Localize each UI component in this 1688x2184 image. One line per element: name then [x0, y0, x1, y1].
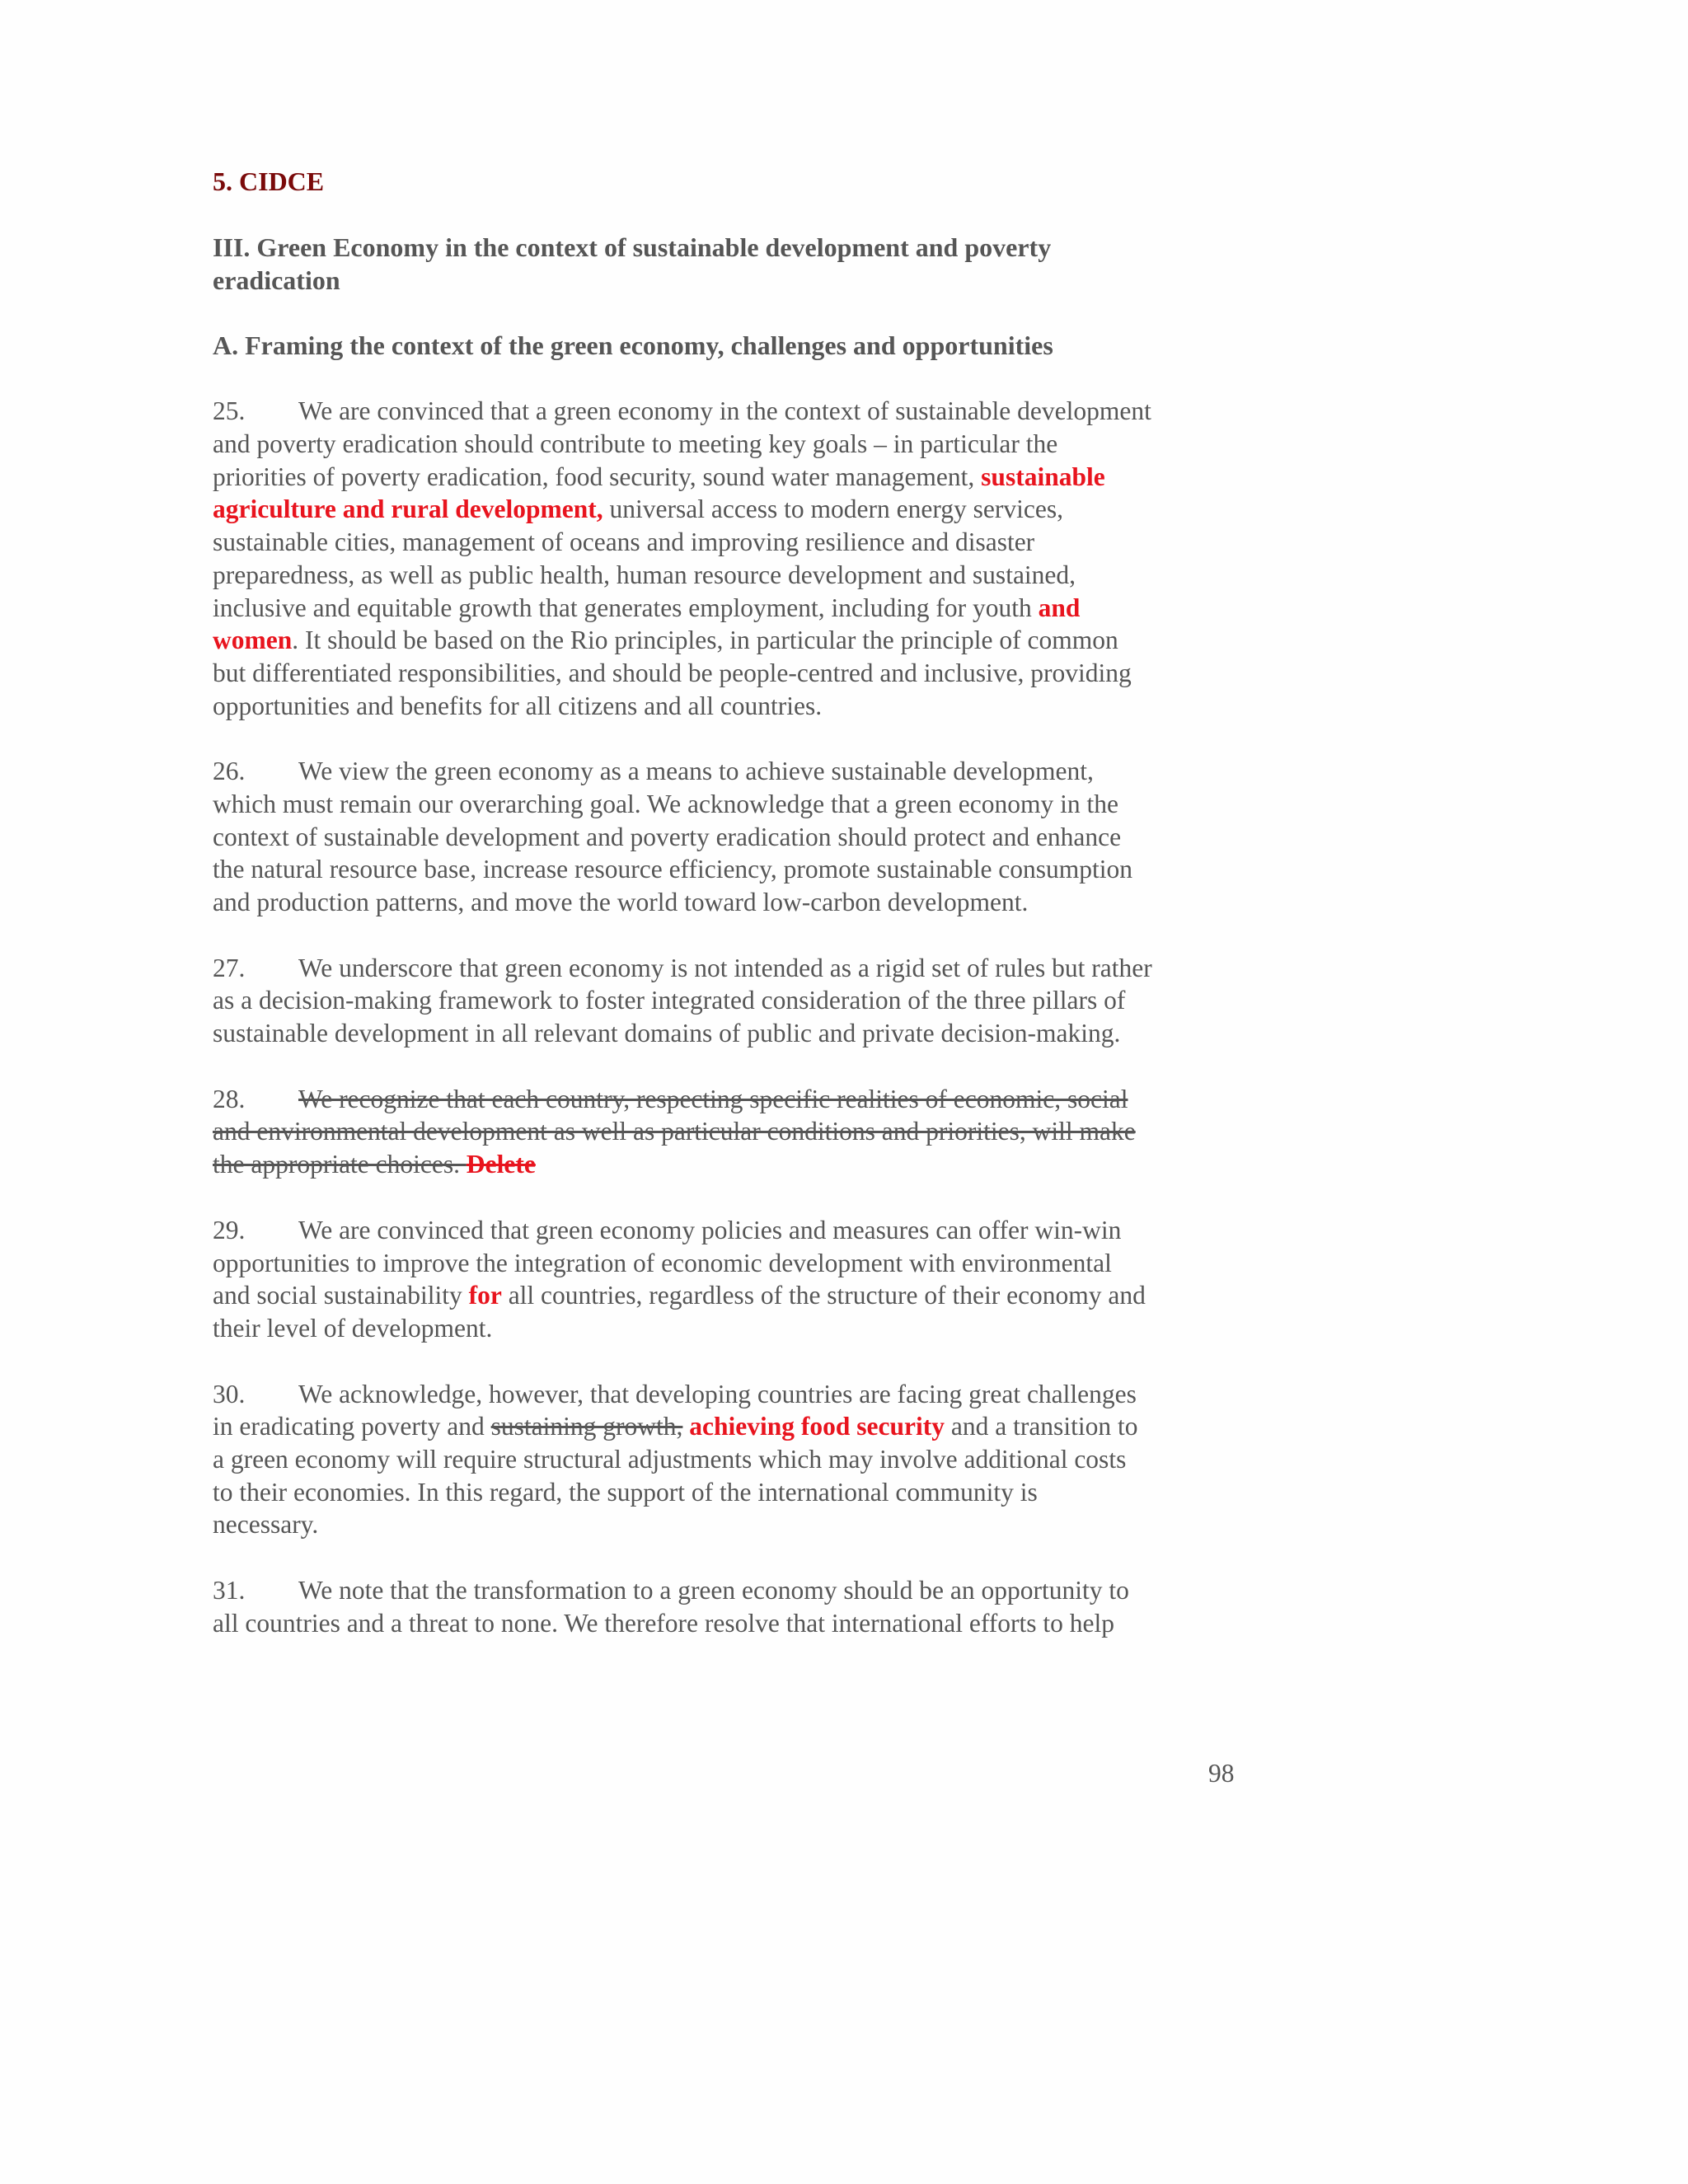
- paragraph-text: universal access to modern energy services,: [603, 494, 1063, 524]
- page-number: 98: [1208, 1759, 1235, 1788]
- paragraph-text: We are convinced that green economy policies and measures can offer win-win: [298, 1215, 1122, 1244]
- paragraph-text: a green economy will require structural adjustments which may involve additional costs: [213, 1444, 1127, 1474]
- paragraph-31: [213, 1574, 1240, 1639]
- paragraph-text: We view the green economy as a means to achieve sustainable development,: [298, 757, 1094, 786]
- paragraph-text: sustainable cities, management of oceans and improving resilience and disaster: [213, 527, 1035, 557]
- paragraph-text: We note that the transformation to a green economy should be an opportunity to: [298, 1576, 1129, 1605]
- paragraph-text: necessary.: [213, 1510, 319, 1540]
- deleted-text: We recognize that each country, respecting specific realities of economic, social: [298, 1084, 1128, 1113]
- paragraph-text: priorities of poverty eradication, food security, sound water management,: [213, 462, 982, 491]
- inserted-text: achieving food security: [689, 1412, 945, 1441]
- paragraph-text: the natural resource base, increase resource efficiency, promote sustainable consumption: [213, 855, 1133, 884]
- paragraph-text: preparedness, as well as public health, human resource development and sustained,: [213, 560, 1076, 589]
- paragraph-text: their level of development.: [213, 1313, 493, 1343]
- paragraph-text: but differentiated responsibilities, and should be people-centred and inclusive, providing: [213, 658, 1132, 687]
- paragraph-29: [213, 1214, 1240, 1345]
- paragraph-text: and production patterns, and move the world toward low-carbon development.: [213, 888, 1029, 916]
- inserted-deleted-text: Delete: [466, 1150, 536, 1179]
- paragraph-number: 25.: [213, 396, 246, 426]
- inserted-text: and: [1038, 593, 1081, 622]
- paragraph-text: in eradicating poverty and: [213, 1412, 491, 1441]
- deleted-text: the appropriate choices.: [213, 1150, 467, 1179]
- section-heading: [213, 231, 1240, 296]
- paragraph-text: context of sustainable development and poverty eradication should protect and enhance: [213, 822, 1122, 851]
- org-heading: 5. CIDCE: [213, 166, 325, 196]
- paragraph-number: 30.: [213, 1379, 246, 1408]
- inserted-text: sustainable: [981, 462, 1105, 491]
- paragraph-text: and poverty eradication should contribute to meeting key goals – in particular the: [213, 429, 1058, 459]
- paragraph-text: as a decision-making framework to foster integrated consideration of the three pillars of: [213, 986, 1126, 1015]
- paragraph-number: 29.: [213, 1215, 246, 1244]
- inserted-text: agriculture and rural development,: [213, 494, 603, 524]
- paragraph-25: [213, 395, 1240, 722]
- paragraph-number: 26.: [213, 757, 246, 786]
- paragraph-text: to their economies. In this regard, the support of the international community is: [213, 1477, 1038, 1507]
- section-heading-line: III. Green Economy in the context of sustainable development and poverty: [213, 232, 1052, 262]
- paragraph-text: sustainable development in all relevant domains of public and private decision-making.: [213, 1019, 1121, 1048]
- deleted-text: and environmental development as well as particular conditions and priorities, will make: [213, 1117, 1136, 1146]
- paragraph-text: all countries, regardless of the structure of their economy and: [501, 1281, 1146, 1310]
- section-heading-line: eradication: [213, 265, 340, 295]
- paragraph-27: [213, 952, 1240, 1050]
- paragraph-text: . It should be based on the Rio principles, in particular the principle of common: [292, 626, 1118, 655]
- paragraph-text: We are convinced that a green economy in the context of sustainable development: [298, 396, 1151, 426]
- document-page: [213, 165, 1240, 1672]
- paragraph-text: opportunities and benefits for all citizens and all countries.: [213, 691, 823, 720]
- subsection-heading: A. Framing the context of the green economy, challenges and opportunities: [213, 330, 1053, 361]
- paragraph-text: We acknowledge, however, that developing countries are facing great challenges: [298, 1379, 1137, 1408]
- deleted-text: sustaining growth,: [490, 1412, 683, 1441]
- paragraph-30: [213, 1378, 1240, 1541]
- paragraph-text: inclusive and equitable growth that generates employment, including for youth: [213, 593, 1039, 622]
- paragraph-text: opportunities to improve the integration of economic development with environmental: [213, 1248, 1112, 1277]
- paragraph-number: 27.: [213, 953, 246, 982]
- paragraph-28: [213, 1083, 1240, 1181]
- paragraph-text: We underscore that green economy is not intended as a rigid set of rules but rather: [298, 953, 1152, 982]
- inserted-text: women: [213, 626, 293, 655]
- paragraph-text: which must remain our overarching goal. We acknowledge that a green economy in the: [213, 789, 1119, 818]
- paragraph-number: 28.: [213, 1084, 246, 1113]
- inserted-text: for: [468, 1281, 502, 1310]
- paragraph-text: and social sustainability: [213, 1281, 469, 1310]
- paragraph-26: [213, 755, 1240, 918]
- paragraph-text: all countries and a threat to none. We therefore resolve that international efforts to help: [213, 1608, 1115, 1638]
- paragraph-number: 31.: [213, 1576, 246, 1605]
- paragraph-text: and a transition to: [945, 1412, 1138, 1441]
